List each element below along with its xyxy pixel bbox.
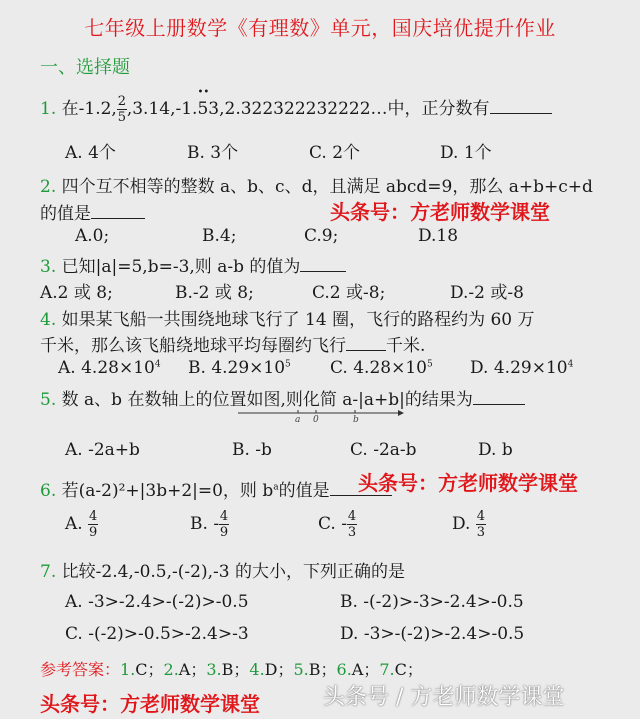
q7-option-c: C. -(-2)>-0.5>-2.4>-3: [65, 624, 249, 644]
q3-option-b: B.-2 或 8;: [175, 283, 254, 303]
question-1: [40, 87, 552, 125]
question-number: 5.: [40, 390, 57, 410]
q6-option-c: C. - $\frac{4}{3}$: [318, 509, 357, 540]
answer-blank: [300, 255, 346, 272]
q2-option-d: D.18: [418, 226, 459, 246]
axis-label-b: b: [353, 415, 359, 425]
repeating-decimal: •• -1.53: [175, 87, 220, 119]
q7-option-d: D. -3>-(-2)>-2.4>-0.5: [340, 624, 525, 644]
q3-option-c: C.2 或-8;: [312, 283, 386, 303]
q1-text-b: ,3.14,: [126, 99, 176, 119]
question-number: 4.: [40, 310, 57, 330]
question-3: 3. 已知|a|=5,b=-3,则 a-b 的值为: [40, 252, 346, 277]
q1-text-c: ,2.322322232222…中，正分数有: [219, 99, 490, 119]
watermark-bottom-right: 头条号 / 方老师数学课堂: [323, 685, 565, 710]
axis-label-zero: 0: [313, 415, 319, 425]
q3-option-d: D.-2 或-8: [450, 283, 524, 303]
q5-option-d: D. b: [478, 440, 513, 460]
q6-option-d: D. $\frac{4}{3}$: [452, 509, 485, 540]
q5-option-b: B. -b: [232, 440, 272, 460]
q4-option-b: B. $4.29\times 10^5$: [188, 358, 291, 378]
question-number: 7.: [40, 562, 57, 582]
q2-option-b: B.4;: [202, 226, 237, 246]
answer-key: 参考答案：1.C；2.A；3.B；4.D；5.B；6.A；7.C；: [40, 660, 423, 679]
q6-option-b: B. - $\frac{4}{9}$: [190, 509, 229, 540]
fraction-two-fifths: $\frac{2}{5}$: [117, 94, 126, 125]
question-number: 6.: [40, 481, 57, 501]
repeating-dots: ••: [197, 87, 210, 98]
watermark-mid: 头条号：方老师数学课堂: [330, 200, 550, 224]
axis-label-a: a: [295, 415, 301, 425]
answer-blank: [490, 97, 552, 114]
answer-blank: [346, 334, 386, 351]
q6-option-a: A. $\frac{4}{9}$: [65, 509, 98, 540]
answer-blank: [473, 388, 525, 405]
number-line: [236, 405, 406, 429]
section-heading: 一、选择题: [40, 57, 130, 78]
q1-option-b: B. 3个: [187, 143, 239, 163]
question-7: 7. 比较-2.4,-0.5,-(-2),-3 的大小，下列正确的是: [40, 562, 405, 582]
q7-option-a: A. -3>-2.4>-(-2)>-0.5: [65, 592, 249, 612]
answer-blank: [91, 202, 145, 219]
question-number: 3.: [40, 257, 57, 277]
q3-option-a: A.2 或 8;: [40, 283, 113, 303]
question-6: 6. 若(a-2)²+|3b+2|=0，则 $b^a$的值是: [40, 476, 392, 501]
q7-option-b: B. -(-2)>-3>-2.4>-0.5: [340, 592, 524, 612]
q1-option-c: C. 2个: [309, 143, 361, 163]
question-5: 5. 数 a、b 在数轴上的位置如图,则化简 a-|a+b|的结果为: [40, 385, 525, 410]
q2-line1: 四个互不相等的整数 a、b、c、d，且满足 abcd=9，那么 a+b+c+d: [61, 177, 593, 197]
question-number: 2.: [40, 177, 57, 197]
q4-option-c: C. $4.28\times 10^5$: [330, 358, 433, 378]
q2-line2: 的值是: [40, 199, 145, 224]
question-2: [40, 172, 593, 197]
question-number: 1.: [40, 99, 57, 119]
q2-option-a: A.0;: [75, 226, 110, 246]
page-title: 七年级上册数学《有理数》单元，国庆培优提升作业: [84, 16, 556, 40]
watermark-bottom-left: 头条号：方老师数学课堂: [40, 692, 260, 716]
q1-option-d: D. 1个: [440, 143, 492, 163]
q5-option-c: C. -2a-b: [350, 440, 417, 460]
q4-option-d: D. $4.29\times 10^4$: [470, 358, 574, 378]
question-4: 4. 如果某飞船一共围绕地球飞行了 14 圈，飞行的路程约为 60 万: [40, 310, 535, 330]
q1-text-a: 在-1.2,: [61, 99, 117, 119]
q2-option-c: C.9;: [304, 226, 339, 246]
q1-option-a: A. 4个: [65, 143, 116, 163]
q5-option-a: A. -2a+b: [65, 440, 140, 460]
q4-line2: 千米，那么该飞船绕地球平均每圈约飞行 千米.: [40, 336, 426, 356]
answer-key-label: 参考答案：: [40, 660, 121, 679]
q4-option-a: A. $4.28\times 10^4$: [58, 358, 161, 378]
watermark-q6: 头条号：方老师数学课堂: [358, 471, 578, 495]
